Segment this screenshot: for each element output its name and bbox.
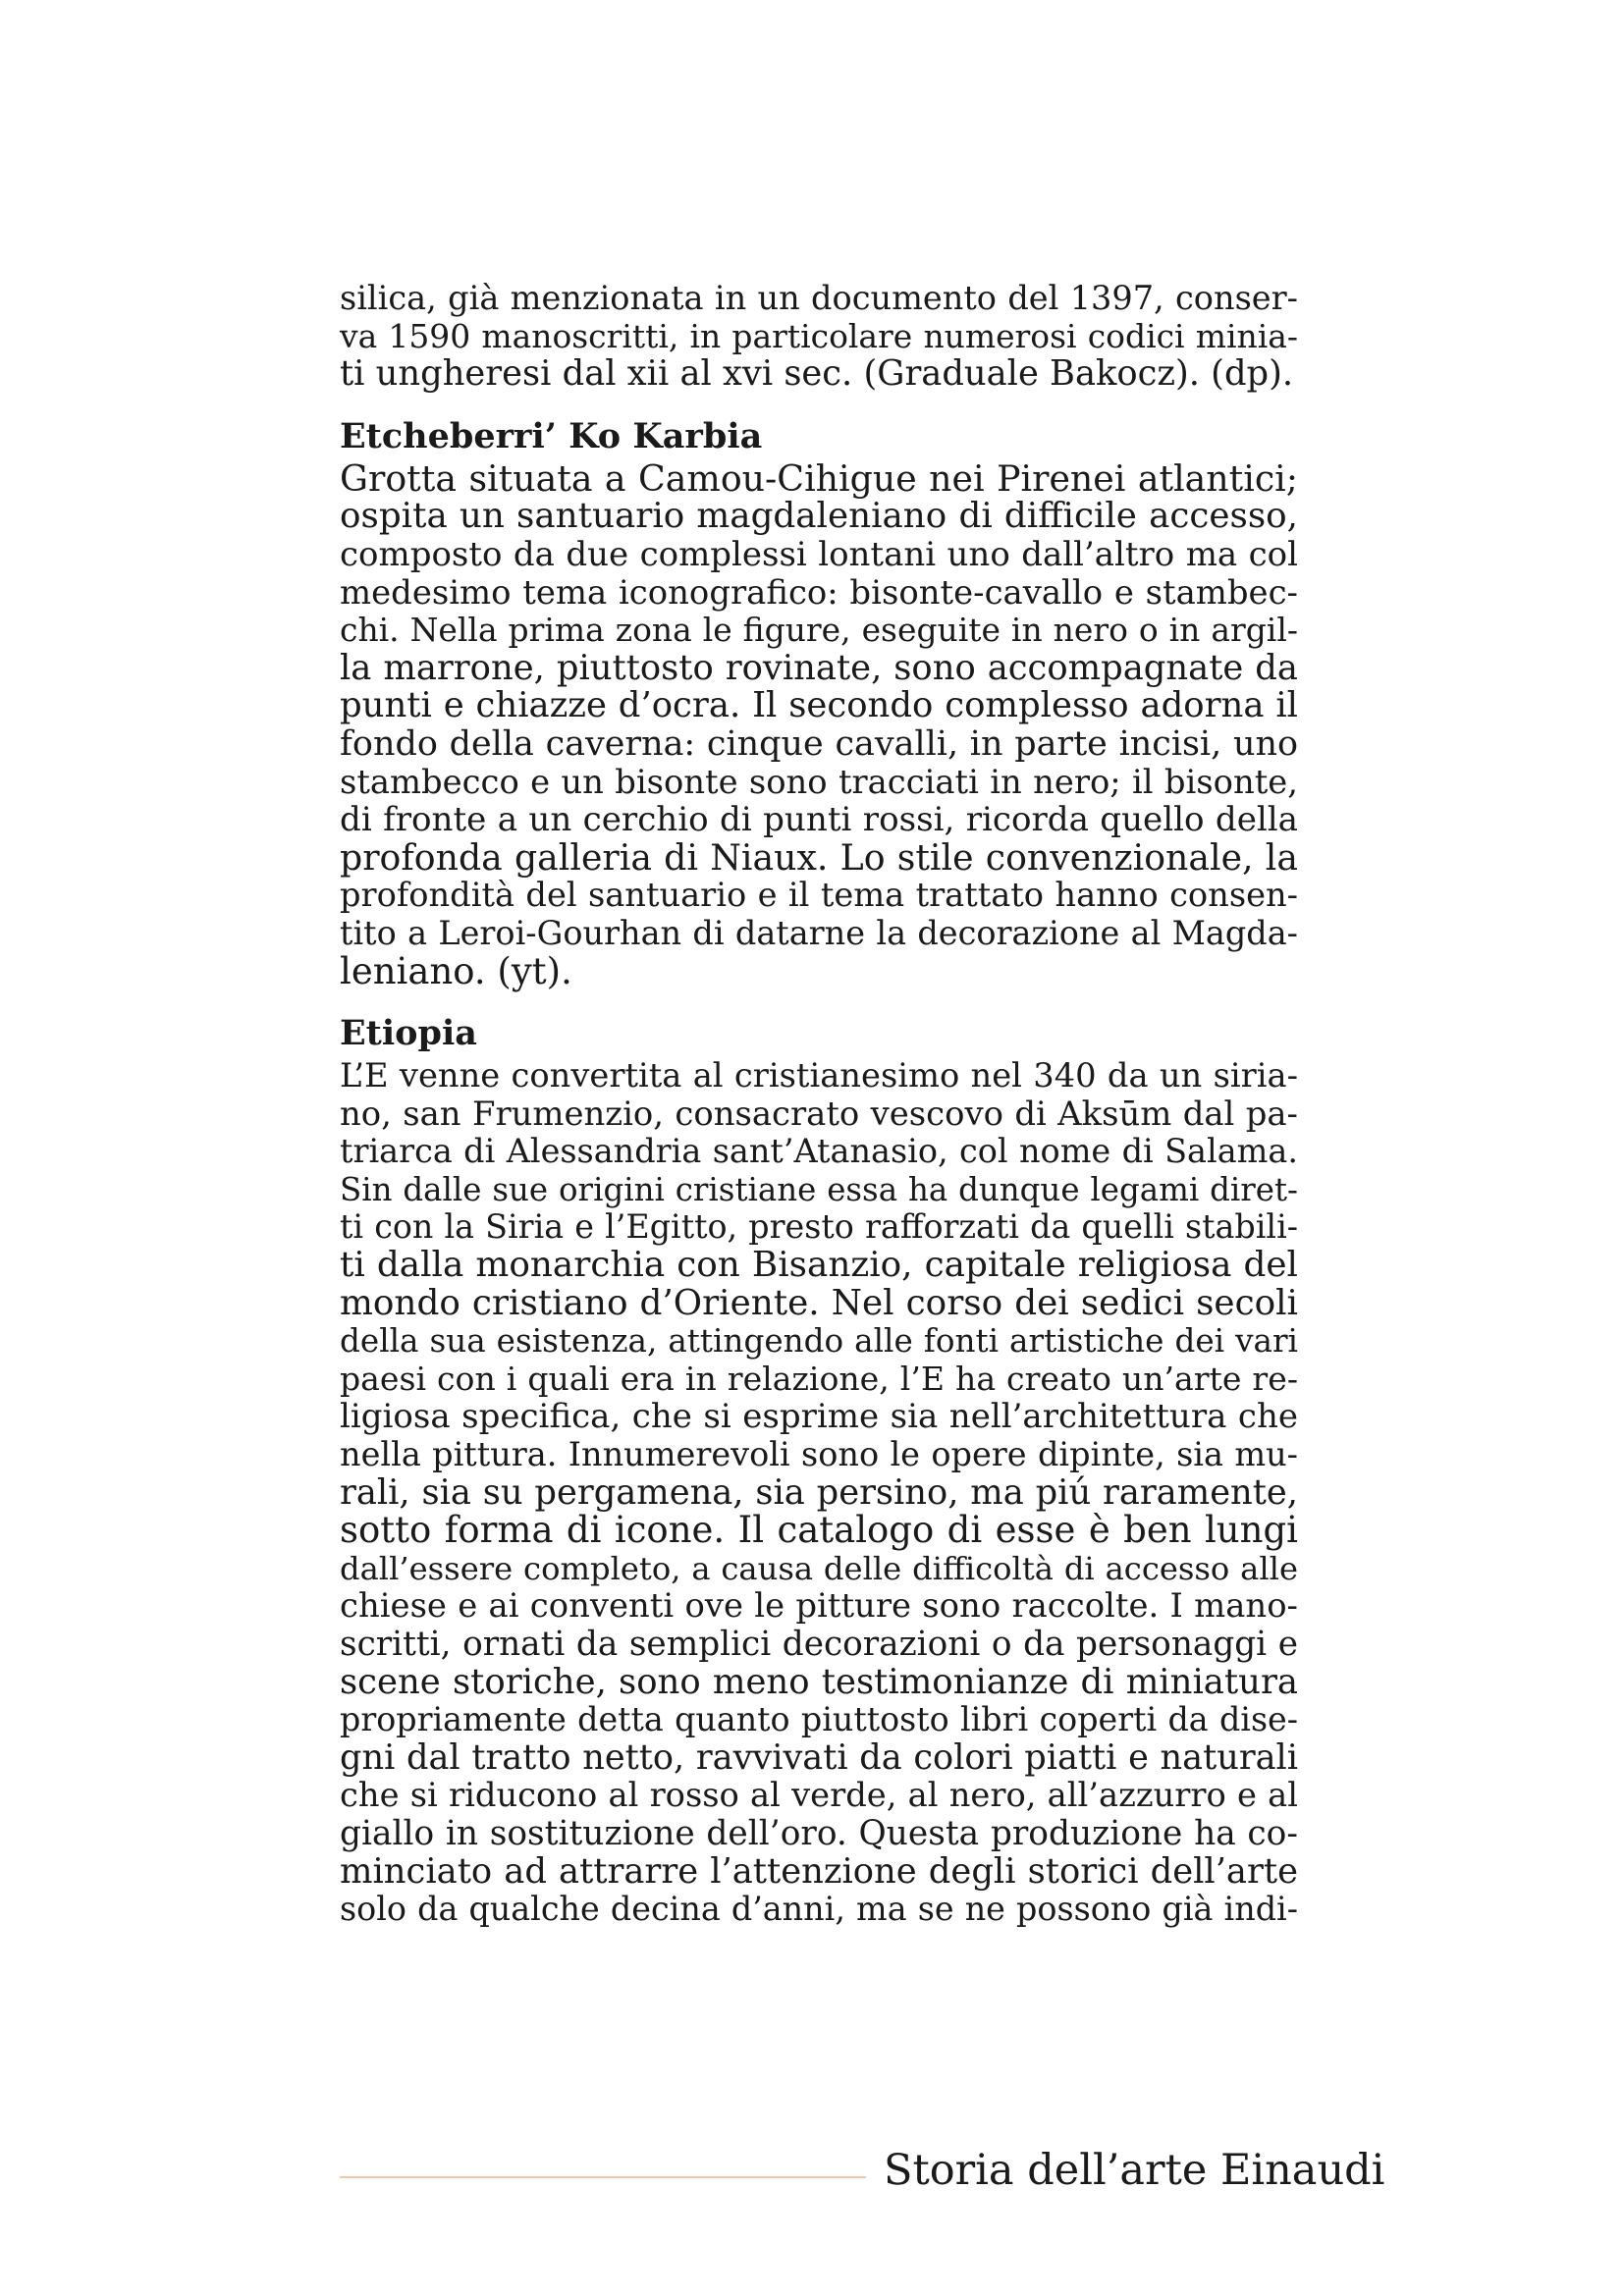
text-line: composto da due complessi lontani uno dall’altro ma col — [340, 534, 1298, 574]
text-line: solo da qualche decina d’anni, ma se ne possono già indi- — [340, 1890, 1298, 1929]
entry-etcheberri — [340, 417, 1298, 990]
entry-etiopia — [340, 1014, 1298, 1929]
text-line: giallo in sostituzione dell’oro. Questa produzione ha co- — [340, 1813, 1298, 1853]
text-line: ti ungheresi dal xii al xvi sec. (Graduale Bakocz). (dp). — [340, 353, 1294, 395]
text-line: chiese e ai conventi ove le pitture sono raccolte. I mano- — [340, 1586, 1298, 1626]
text-line: Sin dalle sue origini cristiane essa ha dunque legami diret- — [340, 1170, 1298, 1208]
text-line: silica, già menzionata in un documento del 1397, conser- — [340, 279, 1298, 317]
text-line: propriamente detta quanto piuttosto libri coperti da dise- — [340, 1700, 1298, 1739]
text-line: di fronte a un cerchio di punti rossi, ricorda quello della — [340, 800, 1298, 840]
text-line: medesimo tema iconografico: bisonte-cavallo e stambec- — [340, 572, 1298, 612]
text-line: nella pittura. Innumerevoli sono le opere dipinte, sia mu- — [340, 1435, 1298, 1474]
text-line: scene storiche, sono meno testimonianze di miniatura — [340, 1661, 1298, 1702]
text-line: L’E venne convertita al cristianesimo nel 340 da un siria- — [340, 1056, 1298, 1095]
text-line: che si riducono al rosso al verde, al nero, all’azzurro e al — [340, 1776, 1298, 1815]
text-line: profonda galleria di Niaux. Lo stile convenzionale, la — [340, 835, 1298, 879]
text-line: ti con la Siria e l’Egitto, presto rafforzati da quelli stabili- — [340, 1207, 1298, 1247]
text-line: minciato ad attrarre l’attenzione degli storici dell’arte — [340, 1850, 1298, 1892]
text-line: rali, sia su pergamena, sia persino, ma piú raramente, — [340, 1471, 1298, 1513]
text-line: leniano. (yt). — [340, 949, 572, 992]
text-line: ospita un santuario magdaleniano di difficile accesso, — [340, 496, 1298, 537]
intro-paragraph — [340, 280, 1298, 394]
entry-heading: Etcheberri’ Ko Karbia — [340, 415, 763, 456]
text-line: della sua esistenza, attingendo alle fonti artistiche dei vari — [340, 1322, 1298, 1361]
text-line: triarca di Alessandria sant’Atanasio, col nome di Salama. — [340, 1132, 1298, 1171]
text-line: punti e chiazze d’ocra. Il secondo complesso adorna il — [340, 685, 1298, 726]
text-line: stambecco e un bisonte sono tracciati in nero; il bisonte, — [340, 762, 1298, 801]
text-line: mondo cristiano d’Oriente. Nel corso dei sedici secoli — [340, 1282, 1298, 1323]
entry-heading: Etiopia — [340, 1013, 477, 1054]
text-line: no, san Frumenzio, consacrato vescovo di Aksūm dal pa- — [340, 1094, 1298, 1133]
text-line: ligiosa specifica, che si esprime sia nell’architettura che — [340, 1397, 1298, 1437]
text-line: fondo della caverna: cinque cavalli, in parte incisi, uno — [340, 723, 1298, 764]
text-line: scritti, ornati da semplici decorazioni o da personaggi e — [340, 1625, 1298, 1664]
text-line: dall’essere completo, a causa delle difficoltà di accesso alle — [340, 1549, 1298, 1587]
footer-publisher: Storia dell’arte Einaudi — [884, 2146, 1385, 2195]
text-line: Grotta situata a Camou-Cihigue nei Pirenei atlantici; — [340, 456, 1298, 500]
text-line: chi. Nella prima zona le figure, eseguite in nero o in argil- — [340, 611, 1298, 650]
text-line: gni dal tratto netto, ravvivati da colori piatti e naturali — [340, 1736, 1298, 1778]
text-line: la marrone, piuttosto rovinate, sono accompagnate da — [340, 647, 1298, 688]
text-line: tito a Leroi-Gourhan di datarne la decorazione al Magda- — [340, 913, 1298, 952]
page-body — [340, 280, 1298, 1929]
footer-rule — [340, 2176, 866, 2178]
text-line: ti dalla monarchia con Bisanzio, capitale religiosa del — [340, 1245, 1298, 1286]
text-line: profondità del santuario e il tema trattato hanno consen- — [340, 876, 1298, 915]
text-line: sotto forma di icone. Il catalogo di esse è ben lungi — [340, 1509, 1298, 1552]
text-line: paesi con i quali era in relazione, l’E ha creato un’arte re- — [340, 1359, 1298, 1398]
text-line: va 1590 manoscritti, in particolare numerosi codici minia- — [340, 316, 1298, 355]
